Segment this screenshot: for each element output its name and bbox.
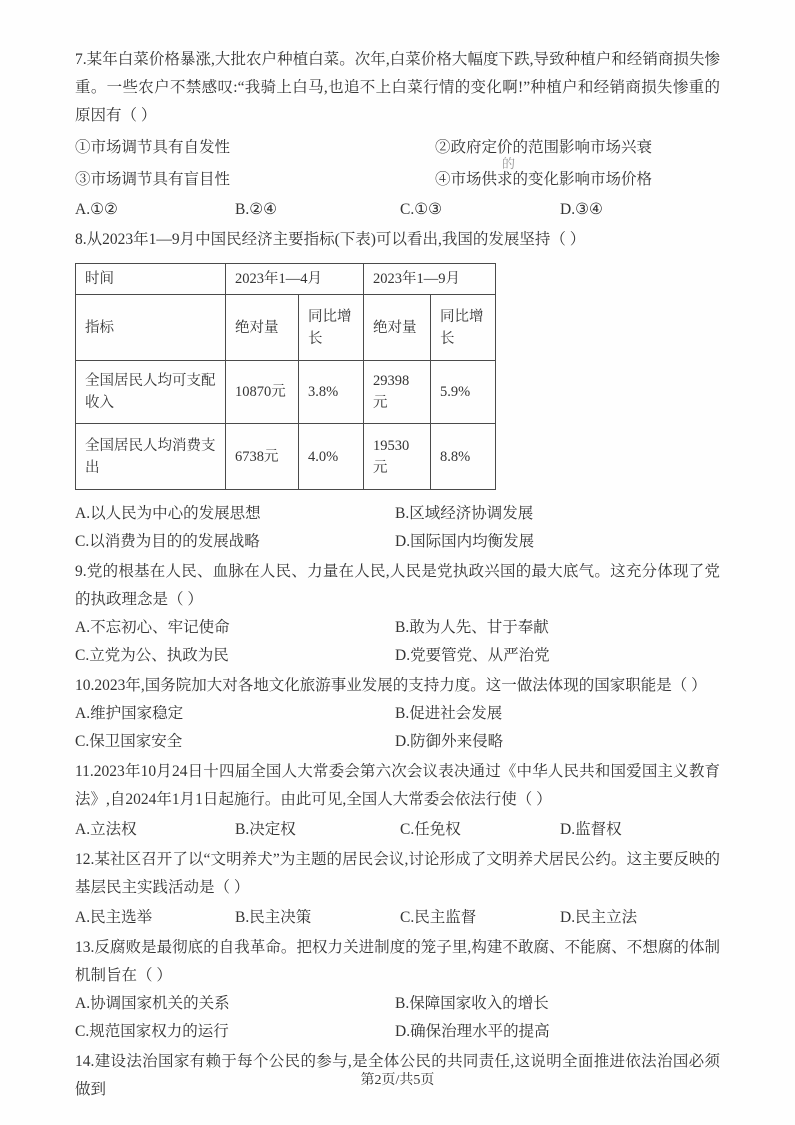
question-10-choices-row-2 bbox=[75, 728, 720, 756]
table-cell: 10870元 bbox=[226, 361, 299, 424]
table-cell: 全国居民人均可支配收入 bbox=[76, 361, 226, 424]
table-row bbox=[76, 295, 496, 361]
question-12-choices bbox=[75, 904, 720, 932]
choice-d: D.监督权 bbox=[560, 821, 622, 838]
choice-d: D.国际国内均衡发展 bbox=[395, 533, 535, 550]
choice-c: C.规范国家权力的运行 bbox=[75, 1023, 229, 1040]
table-cell: 全国居民人均消费支出 bbox=[76, 424, 226, 490]
choice-a: A.不忘初心、牢记使命 bbox=[75, 619, 230, 636]
choice-c: C.保卫国家安全 bbox=[75, 733, 183, 750]
choice-a: A.维护国家稳定 bbox=[75, 705, 184, 722]
question-8 bbox=[75, 226, 720, 556]
statement-1: ①市场调节具有自发性 bbox=[75, 139, 231, 156]
question-11 bbox=[75, 758, 720, 844]
choice-a: A.立法权 bbox=[75, 821, 137, 838]
choice-c: C.民主监督 bbox=[400, 909, 477, 926]
question-9-choices-row-1 bbox=[75, 614, 720, 642]
table-cell: 同比增长 bbox=[431, 295, 496, 361]
table-cell: 5.9% bbox=[431, 361, 496, 424]
choice-a: A.①② bbox=[75, 201, 118, 218]
choice-c: C.①③ bbox=[400, 201, 443, 218]
question-10-choices-row-1 bbox=[75, 700, 720, 728]
table-cell: 19530元 bbox=[364, 424, 431, 490]
question-9 bbox=[75, 558, 720, 670]
question-7-statements-row-2 bbox=[75, 166, 720, 194]
question-7-choices bbox=[75, 196, 720, 224]
table-cell: 时间 bbox=[76, 264, 226, 295]
question-12-stem: 12.某社区召开了以“文明养犬”为主题的居民会议,讨论形成了文明养犬居民公约。这主要反映的基层民主实践活动是（ ） bbox=[75, 851, 720, 896]
question-11-choices bbox=[75, 816, 720, 844]
choice-b: B.促进社会发展 bbox=[395, 705, 503, 722]
question-8-choices-row-2 bbox=[75, 528, 720, 556]
table-row bbox=[76, 264, 496, 295]
choice-b: B.民主决策 bbox=[235, 909, 312, 926]
question-13-choices-row-2 bbox=[75, 1018, 720, 1046]
question-7-statements-row-1 bbox=[75, 134, 720, 162]
choice-d: D.民主立法 bbox=[560, 909, 638, 926]
question-9-choices-row-2 bbox=[75, 642, 720, 670]
question-8-stem: 8.从2023年1—9月中国民经济主要指标(下表)可以看出,我国的发展坚持（ ） bbox=[75, 231, 586, 248]
table-cell: 3.8% bbox=[299, 361, 364, 424]
question-10-stem: 10.2023年,国务院加大对各地文化旅游事业发展的支持力度。这一做法体现的国家职能是（ ） bbox=[75, 677, 707, 694]
question-9-stem: 9.党的根基在人民、血脉在人民、力量在人民,人民是党执政兴国的最大底气。这充分体现了党的执政理念是（ ） bbox=[75, 563, 720, 608]
choice-b: B.区域经济协调发展 bbox=[395, 505, 534, 522]
choice-c: C.立党为公、执政为民 bbox=[75, 647, 229, 664]
page-number-footer: 第2页/共5页 bbox=[360, 1073, 435, 1088]
choice-b: B.敢为人先、甘于奉献 bbox=[395, 619, 549, 636]
table-cell: 同比增长 bbox=[299, 295, 364, 361]
question-10 bbox=[75, 672, 720, 756]
table-cell: 绝对量 bbox=[364, 295, 431, 361]
table-row bbox=[76, 361, 496, 424]
choice-d: D.③④ bbox=[560, 201, 603, 218]
table-cell: 29398元 bbox=[364, 361, 431, 424]
question-8-choices-row-1 bbox=[75, 500, 720, 528]
question-7-stem: 7.某年白菜价格暴涨,大批农户种植白菜。次年,白菜价格大幅度下跌,导致种植户和经销商损失惨重。一些农户不禁感叹:“我骑上白马,也追不上白菜行情的变化啊!”种植户和经销商损失惨重的原因有（ ） bbox=[75, 51, 720, 124]
statement-4: ④市场供求的变化影响市场价格 bbox=[435, 171, 653, 188]
table-cell: 8.8% bbox=[431, 424, 496, 490]
choice-d: D.防御外来侵略 bbox=[395, 733, 504, 750]
indicators-table bbox=[75, 263, 496, 490]
table-cell: 6738元 bbox=[226, 424, 299, 490]
table-row bbox=[76, 424, 496, 490]
question-13-stem: 13.反腐败是最彻底的自我革命。把权力关进制度的笼子里,构建不敢腐、不能腐、不想腐的体制机制旨在（ ） bbox=[75, 939, 720, 984]
choice-b: B.决定权 bbox=[235, 821, 296, 838]
table-cell: 绝对量 bbox=[226, 295, 299, 361]
choice-a: A.民主选举 bbox=[75, 909, 153, 926]
question-7 bbox=[75, 46, 720, 224]
table-cell: 4.0% bbox=[299, 424, 364, 490]
table-cell: 2023年1—9月 bbox=[364, 264, 496, 295]
choice-a: A.协调国家机关的关系 bbox=[75, 995, 230, 1012]
table-cell: 2023年1—4月 bbox=[226, 264, 364, 295]
choice-c: C.任免权 bbox=[400, 821, 461, 838]
question-14-stem: 14.建设法治国家有赖于每个公民的参与,是全体公民的共同责任,这说明全面推进依法治国必须做到 bbox=[75, 1053, 720, 1098]
stray-character-artifact: 的 bbox=[502, 156, 516, 171]
choice-d: D.党要管党、从严治党 bbox=[395, 647, 550, 664]
choice-b: B.②④ bbox=[235, 201, 278, 218]
question-13 bbox=[75, 934, 720, 1046]
choice-c: C.以消费为目的的发展战略 bbox=[75, 533, 260, 550]
choice-b: B.保障国家收入的增长 bbox=[395, 995, 549, 1012]
statement-3: ③市场调节具有盲目性 bbox=[75, 171, 231, 188]
statement-2: ②政府定价的范围影响市场兴衰 bbox=[435, 139, 653, 156]
table-cell: 指标 bbox=[76, 295, 226, 361]
question-12 bbox=[75, 846, 720, 932]
choice-a: A.以人民为中心的发展思想 bbox=[75, 505, 261, 522]
choice-d: D.确保治理水平的提高 bbox=[395, 1023, 550, 1040]
question-11-stem: 11.2023年10月24日十四届全国人大常委会第六次会议表决通过《中华人民共和国爱国主义教育法》,自2024年1月1日起施行。由此可见,全国人大常委会依法行使（ ） bbox=[75, 763, 720, 808]
question-13-choices-row-1 bbox=[75, 990, 720, 1018]
